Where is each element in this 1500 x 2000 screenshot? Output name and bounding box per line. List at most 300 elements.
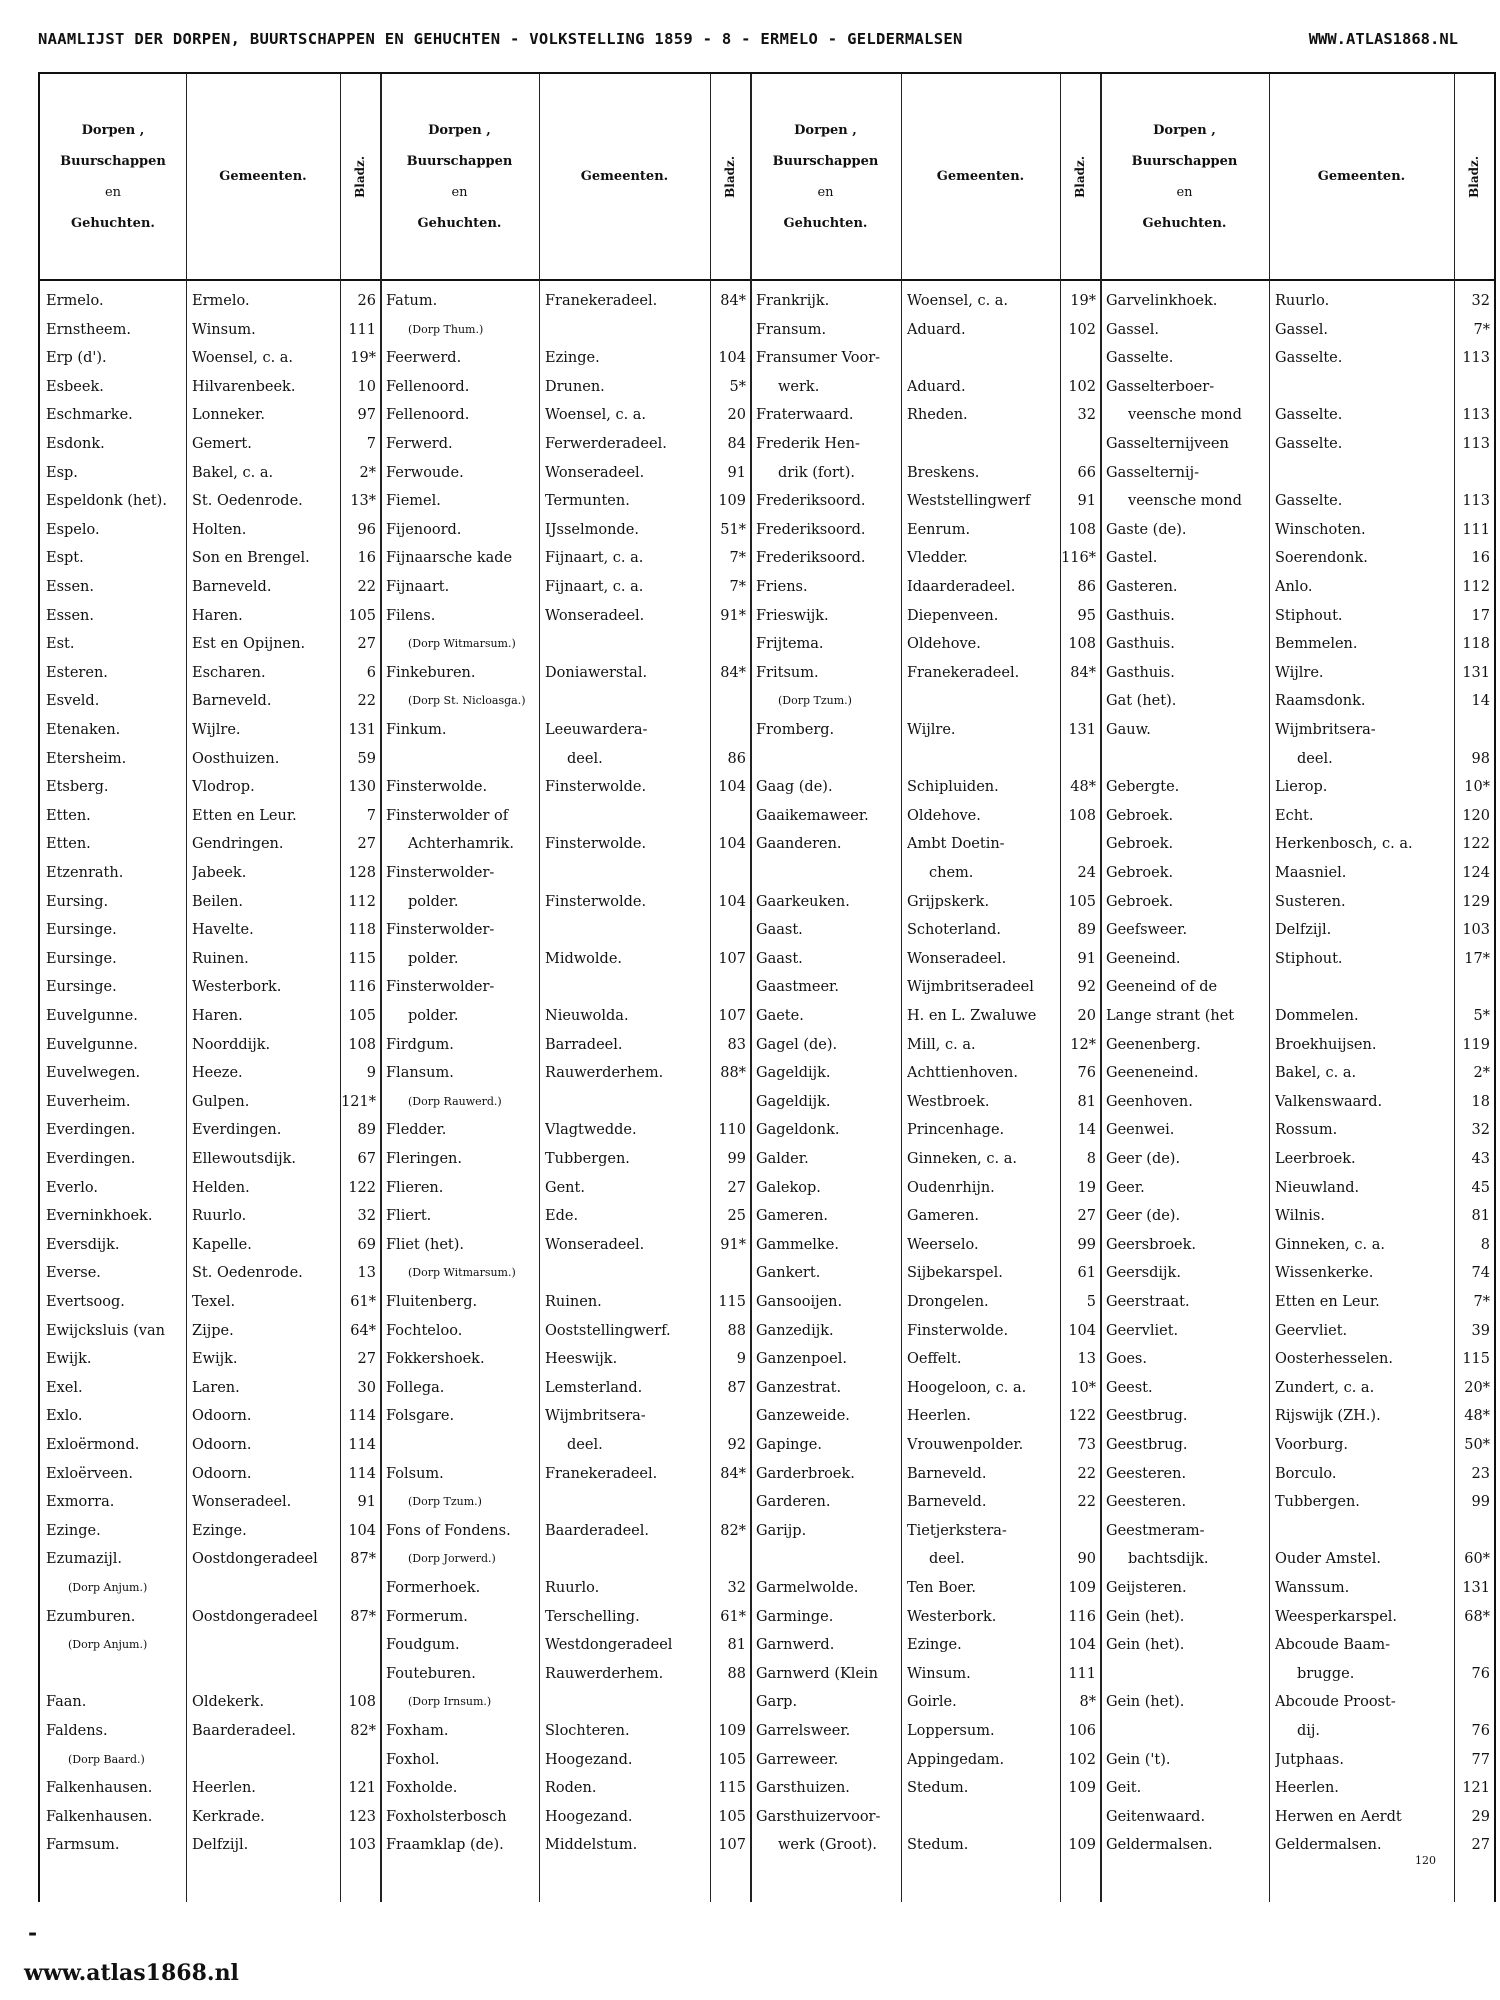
cell-gemeente: Loppersum. [907, 1723, 995, 1739]
cell-bladz: 89 [357, 1122, 376, 1139]
cell-gemeente: Drongelen. [907, 1294, 989, 1310]
table-row [40, 1174, 1494, 1203]
cell-gemeente: brugge. [1297, 1665, 1355, 1682]
table-row [40, 544, 1494, 573]
cell-gemeente: Bakel, c. a. [1275, 1065, 1357, 1082]
cell-bladz: 6 [366, 664, 376, 681]
cell-dorp: polder. [408, 893, 459, 910]
cell-gemeente: Wijmbritsera- [545, 1408, 646, 1425]
cell-gemeente: Haren. [192, 1008, 243, 1024]
cell-dorp: Gaaikemaweer. [756, 807, 869, 824]
header-bladz [1454, 74, 1494, 279]
cell-bladz: 119 [1462, 1036, 1490, 1053]
cell-gemeente: Stiphout. [1275, 607, 1343, 624]
cell-gemeente: Heeze. [192, 1065, 243, 1082]
cell-gemeente: Etten en Leur. [192, 807, 297, 824]
cell-bladz: 86 [1077, 579, 1096, 595]
table-row [40, 1460, 1494, 1489]
cell-dorp: Geestbrug. [1106, 1408, 1188, 1425]
cell-dorp: Ewijk. [46, 1351, 92, 1368]
cell-gemeente: Rauwerderhem. [545, 1665, 664, 1682]
table-row [40, 1031, 1494, 1060]
cell-bladz [1454, 973, 1490, 1002]
cell-bladz: 84 [727, 436, 746, 452]
cell-bladz: 43 [1471, 1151, 1490, 1167]
cell-bladz: 84* [720, 1465, 746, 1482]
cell-bladz: 29 [1471, 1808, 1490, 1825]
cell-bladz: 87 [727, 1379, 746, 1396]
cell-gemeente: Gassel. [1275, 321, 1328, 338]
cell-bladz: 97 [357, 407, 376, 424]
cell-gemeente: Wonseradeel. [192, 1494, 292, 1511]
cell-dorp: Galder. [756, 1151, 809, 1167]
cell-bladz: 118 [1462, 636, 1490, 653]
table-row [40, 687, 1494, 716]
cell-bladz: 81 [1077, 1093, 1096, 1110]
cell-bladz: 82* [350, 1723, 376, 1739]
cell-bladz: 104 [348, 1522, 376, 1539]
table-row [40, 1059, 1494, 1088]
cell-bladz: 91* [720, 1236, 746, 1253]
cell-bladz: 27 [357, 1351, 376, 1368]
cell-bladz: 59 [357, 750, 376, 767]
cell-dorp: Geer (de). [1106, 1151, 1181, 1167]
table-row [40, 1259, 1494, 1288]
header-dorpen-line: Gehuchten. [783, 215, 868, 231]
cell-bladz: 112 [348, 893, 376, 910]
cell-bladz: 109 [718, 493, 746, 510]
cell-dorp: Geesteren. [1106, 1494, 1187, 1511]
cell-dorp: Friens. [756, 579, 808, 595]
cell-bladz: 116* [1061, 550, 1096, 567]
cell-bladz: 27 [727, 1179, 746, 1196]
cell-gemeente: Oldekerk. [192, 1694, 265, 1711]
cell-gemeente: Delfzijl. [1275, 922, 1332, 939]
cell-dorp: Esteren. [46, 664, 108, 681]
cell-dorp: (Dorp Witmarsum.) [408, 637, 516, 651]
header-dorpen-line: Dorpen , [81, 122, 145, 138]
cell-dorp: Fromberg. [756, 722, 835, 738]
cell-dorp: Finsterwolder- [386, 922, 495, 939]
cell-gemeente: Gasselte. [1275, 493, 1343, 510]
cell-gemeente: Lierop. [1275, 779, 1328, 796]
cell-dorp: (Dorp Baard.) [68, 1752, 145, 1766]
cell-gemeente: Appingedam. [907, 1751, 1005, 1768]
cell-dorp: Gaete. [756, 1008, 804, 1024]
cell-bladz: 64* [350, 1322, 376, 1339]
header-dorpen-line: Dorpen , [794, 122, 857, 138]
cell-dorp: Geijsteren. [1106, 1580, 1187, 1596]
cell-bladz: 26 [357, 293, 376, 309]
cell-dorp: Gageldijk. [756, 1065, 831, 1082]
cell-gemeente: Stedum. [907, 1780, 969, 1797]
cell-bladz: 17* [1464, 950, 1490, 967]
cell-dorp: (Dorp Anjum.) [68, 1581, 148, 1594]
cell-dorp: Frankrijk. [756, 293, 830, 309]
cell-gemeente: Texel. [192, 1294, 236, 1310]
cell-dorp: Fransumer Voor- [756, 350, 881, 367]
cell-bladz: 109 [1068, 1837, 1096, 1854]
cell-dorp: Frederiksoord. [756, 521, 866, 538]
cell-bladz: 81 [727, 1637, 746, 1654]
cell-gemeente: Westerbork. [192, 979, 282, 996]
cell-gemeente: Lemsterland. [545, 1379, 643, 1396]
header-bladz-label: Bladz. [1073, 155, 1087, 198]
cell-gemeente: Kerkrade. [192, 1808, 265, 1825]
table-row [40, 1317, 1494, 1346]
cell-gemeente: Havelte. [192, 922, 254, 939]
header-dorpen-line: Buurschappen [1131, 153, 1238, 169]
header-dorpen-line: en [1176, 184, 1193, 200]
cell-bladz: 91* [720, 607, 746, 624]
cell-dorp: Galekop. [756, 1179, 821, 1196]
cell-bladz: 124 [1462, 865, 1490, 881]
header-dorpen-line: Buurschappen [60, 153, 166, 169]
cell-gemeente: Vlagtwedde. [545, 1122, 637, 1139]
cell-bladz: 99 [1077, 1236, 1096, 1253]
table-row [40, 1746, 1494, 1775]
cell-dorp: Ewijcksluis (van [46, 1322, 165, 1339]
table-header-row [40, 74, 1494, 281]
cell-gemeente: Delfzijl. [192, 1837, 249, 1854]
cell-bladz: 20 [1077, 1008, 1096, 1024]
cell-gemeente: Fijnaart, c. a. [545, 579, 644, 595]
cell-bladz: 107 [718, 950, 746, 967]
table-row [40, 1402, 1494, 1431]
cell-bladz: 14 [1471, 693, 1490, 710]
cell-bladz: 84* [1070, 664, 1096, 681]
cell-gemeente: Sijbekarspel. [907, 1265, 1003, 1282]
cell-gemeente: Hoogeloon, c. a. [907, 1379, 1027, 1396]
cell-bladz: 27 [1471, 1837, 1490, 1854]
footer-site-url[interactable]: www.atlas1868.nl [24, 1960, 239, 1986]
cell-gemeente: Bemmelen. [1275, 636, 1358, 653]
cell-bladz: 10* [1464, 779, 1490, 796]
cell-bladz: 9 [366, 1065, 376, 1082]
cell-gemeente: Rheden. [907, 407, 968, 424]
cell-gemeente: Abcoude Proost- [1275, 1694, 1396, 1711]
header-dorpen [380, 74, 539, 279]
cell-bladz: 25 [727, 1208, 746, 1225]
cell-dorp: Eursing. [46, 893, 109, 910]
table-row [40, 1088, 1494, 1117]
table-row [40, 344, 1494, 373]
cell-dorp: Ganzenpoel. [756, 1351, 847, 1368]
header-bladz [710, 74, 750, 279]
cell-dorp: Geer (de). [1106, 1208, 1181, 1225]
cell-dorp: Ermelo. [46, 293, 104, 309]
cell-bladz: 104 [718, 350, 746, 367]
cell-bladz: 113 [1462, 493, 1490, 510]
cell-bladz: 45 [1471, 1179, 1490, 1196]
table-row [40, 287, 1494, 316]
cell-dorp: Gasteren. [1106, 579, 1178, 595]
cell-bladz: 61 [1077, 1265, 1096, 1282]
cell-dorp: Garminge. [756, 1608, 834, 1625]
cell-dorp: Finsterwolder of [386, 807, 509, 824]
table-row [40, 1145, 1494, 1174]
cell-dorp: Fellenoord. [386, 407, 470, 424]
cell-dorp: Geestbrug. [1106, 1437, 1188, 1453]
cell-dorp: Foxham. [386, 1723, 449, 1739]
cell-bladz: 8* [1079, 1694, 1096, 1711]
header-site-url[interactable]: WWW.ATLAS1868.NL [1308, 30, 1458, 48]
cell-bladz: 86 [727, 750, 746, 767]
cell-bladz: 13* [350, 493, 376, 510]
cell-dorp: Frederiksoord. [756, 493, 866, 510]
header-dorpen [750, 74, 901, 279]
cell-bladz: 76 [1077, 1065, 1096, 1082]
cell-gemeente: Achttienhoven. [907, 1065, 1018, 1082]
cell-gemeente: Ellewoutsdijk. [192, 1151, 296, 1167]
cell-dorp: Geenwei. [1106, 1122, 1175, 1139]
cell-gemeente: Termunten. [545, 493, 630, 510]
cell-gemeente: Jutphaas. [1275, 1751, 1344, 1768]
cell-gemeente: Anlo. [1275, 579, 1313, 595]
cell-gemeente: Wissenkerke. [1275, 1265, 1374, 1282]
cell-gemeente: Voorburg. [1275, 1437, 1348, 1453]
cell-dorp: Gein (het). [1106, 1608, 1185, 1625]
table-row [40, 1660, 1494, 1689]
header-dorpen-line: Gehuchten. [71, 215, 155, 231]
cell-dorp: Foudgum. [386, 1637, 460, 1654]
cell-bladz: 7* [1473, 1294, 1490, 1310]
cell-bladz: 108 [1068, 521, 1096, 538]
cell-bladz [1454, 459, 1490, 488]
cell-gemeente: Abcoude Baam- [1275, 1637, 1391, 1654]
cell-bladz: 76 [1471, 1665, 1490, 1682]
cell-dorp: Flansum. [386, 1065, 454, 1082]
cell-dorp: Gaast. [756, 950, 803, 967]
cell-dorp: Ganzestrat. [756, 1379, 842, 1396]
cell-bladz: 110 [718, 1122, 746, 1139]
cell-dorp: Frederik Hen- [756, 436, 860, 452]
cell-dorp: Gammelke. [756, 1236, 839, 1253]
table-row [40, 1574, 1494, 1603]
cell-gemeente: Aduard. [907, 378, 966, 395]
cell-dorp: Fatum. [386, 293, 438, 309]
cell-gemeente: Rossum. [1275, 1122, 1338, 1139]
cell-bladz: 122 [1068, 1408, 1096, 1425]
cell-bladz: 111 [348, 321, 376, 338]
cell-gemeente: Rauwerderhem. [545, 1065, 664, 1082]
header-bladz-label: Bladz. [353, 155, 367, 198]
cell-gemeente: Weststellingwerf [907, 493, 1031, 510]
cell-gemeente: Wijlre. [907, 722, 956, 738]
cell-bladz: 20* [1464, 1379, 1490, 1396]
cell-gemeente: Drunen. [545, 378, 605, 395]
cell-gemeente: Oeffelt. [907, 1351, 962, 1368]
cell-bladz: 23 [1471, 1465, 1490, 1482]
cell-dorp: Finkum. [386, 722, 447, 738]
table-row [40, 1774, 1494, 1803]
header-bladz [340, 74, 380, 279]
cell-bladz: 121 [1462, 1780, 1490, 1797]
table-row [40, 1374, 1494, 1403]
cell-bladz: 115 [718, 1780, 746, 1797]
cell-dorp: Fijnaarsche kade [386, 550, 513, 567]
header-dorpen-line: Gehuchten. [417, 215, 502, 231]
cell-bladz: 76 [1471, 1723, 1490, 1739]
cell-dorp: Gaag (de). [756, 779, 833, 796]
cell-bladz: 81 [1471, 1208, 1490, 1225]
table-row [40, 888, 1494, 917]
cell-gemeente: Tubbergen. [1275, 1494, 1360, 1511]
cell-gemeente: Oosterhesselen. [1275, 1351, 1393, 1368]
cell-dorp: Euverheim. [46, 1093, 131, 1110]
header-bladz-label: Bladz. [723, 155, 737, 198]
cell-gemeente: Gasselte. [1275, 436, 1343, 452]
cell-dorp: Geervliet. [1106, 1322, 1179, 1339]
cell-bladz: 131 [1462, 1580, 1490, 1596]
cell-dorp: Fijnaart. [386, 579, 450, 595]
cell-gemeente: Ezinge. [907, 1637, 962, 1654]
cell-dorp: Gebroek. [1106, 893, 1174, 910]
cell-gemeente: Aduard. [907, 321, 966, 338]
cell-bladz: 9 [736, 1351, 746, 1368]
cell-bladz: 122 [1462, 836, 1490, 853]
cell-dorp: Garp. [756, 1694, 798, 1711]
cell-dorp: Geersbroek. [1106, 1236, 1197, 1253]
cell-gemeente: Hoogezand. [545, 1808, 633, 1825]
cell-dorp: Fellenoord. [386, 378, 470, 395]
table-row [40, 1002, 1494, 1031]
header-dorpen-line: Dorpen , [428, 122, 491, 138]
cell-dorp: Gasselte. [1106, 350, 1174, 367]
cell-dorp: Feerwerd. [386, 350, 462, 367]
cell-gemeente: Ferwerderadeel. [545, 436, 667, 452]
cell-dorp: Gaanderen. [756, 836, 842, 853]
cell-bladz: 7* [1473, 321, 1490, 338]
cell-gemeente: Wilnis. [1275, 1208, 1325, 1225]
cell-bladz: 48* [1464, 1408, 1490, 1425]
cell-dorp: Finkeburen. [386, 664, 476, 681]
cell-bladz: 20 [727, 407, 746, 424]
cell-dorp: Eursinge. [46, 950, 117, 967]
cell-bladz: 99 [727, 1151, 746, 1167]
cell-dorp: Eversdijk. [46, 1236, 120, 1253]
cell-bladz: 92 [1077, 979, 1096, 996]
cell-bladz: 115 [348, 950, 376, 967]
cell-bladz: 116 [348, 979, 376, 996]
cell-bladz: 27 [357, 636, 376, 653]
cell-gemeente: Gulpen. [192, 1093, 250, 1110]
cell-bladz: 98 [1471, 750, 1490, 767]
cell-dorp: Follega. [386, 1379, 445, 1396]
cell-gemeente: Ede. [545, 1208, 579, 1225]
cell-bladz: 69 [357, 1236, 376, 1253]
table-row [40, 1116, 1494, 1145]
table-row [40, 373, 1494, 402]
cell-gemeente: Ruurlo. [545, 1580, 600, 1596]
cell-gemeente: Son en Brengel. [192, 550, 310, 567]
cell-bladz: 39 [1471, 1322, 1490, 1339]
cell-bladz: 107 [718, 1008, 746, 1024]
cell-dorp: Frederiksoord. [756, 550, 866, 567]
cell-gemeente: Middelstum. [545, 1837, 638, 1854]
cell-dorp: Ezumburen. [46, 1608, 136, 1625]
cell-gemeente: Ermelo. [192, 293, 250, 309]
cell-dorp: drik (fort). [778, 464, 856, 481]
cell-dorp: Fraamklap (de). [386, 1837, 504, 1854]
cell-gemeente: Ouder Amstel. [1275, 1551, 1381, 1568]
cell-gemeente: Geldermalsen. [1275, 1837, 1382, 1854]
header-bladz [1060, 74, 1100, 279]
cell-gemeente: Hilvarenbeek. [192, 378, 296, 395]
footer-dash: - [28, 1920, 38, 1946]
cell-gemeente: Finsterwolde. [545, 836, 647, 853]
cell-dorp: Gein (het). [1106, 1637, 1185, 1654]
cell-bladz: 48* [1070, 779, 1096, 796]
cell-dorp: Ganzedijk. [756, 1322, 834, 1339]
cell-dorp: Gansooijen. [756, 1294, 843, 1310]
cell-gemeente: Schoterland. [907, 922, 1001, 939]
table-row [40, 1631, 1494, 1660]
cell-bladz: 113 [1462, 407, 1490, 424]
cell-dorp: Espeldonk (het). [46, 493, 167, 510]
cell-gemeente: Gemert. [192, 436, 252, 452]
cell-dorp: werk. [778, 378, 820, 395]
cell-gemeente: Barneveld. [192, 693, 272, 710]
cell-dorp [1106, 745, 1267, 774]
cell-gemeente: Helden. [192, 1179, 250, 1196]
cell-dorp: Frieswijk. [756, 607, 829, 624]
cell-bladz: 19 [1077, 1179, 1096, 1196]
cell-bladz: 116 [1068, 1608, 1096, 1625]
cell-gemeente: Herwen en Aerdt [1275, 1808, 1402, 1825]
cell-dorp: Folsgare. [386, 1408, 455, 1425]
cell-bladz: 108 [348, 1694, 376, 1711]
cell-gemeente: Weesperkarspel. [1275, 1608, 1398, 1625]
cell-gemeente: Princenhage. [907, 1122, 1005, 1139]
cell-gemeente: St. Oedenrode. [192, 1265, 303, 1282]
cell-gemeente: Weerselo. [907, 1236, 979, 1253]
cell-bladz: 102 [1068, 378, 1096, 395]
table-row [40, 401, 1494, 430]
header-gemeenten: Gemeenten. [580, 169, 669, 184]
cell-gemeente: Wijlre. [1275, 664, 1324, 681]
cell-bladz: 14 [1077, 1122, 1096, 1139]
cell-dorp: Fritsum. [756, 664, 819, 681]
cell-gemeente: deel. [1297, 750, 1333, 767]
cell-dorp: Gebroek. [1106, 865, 1174, 881]
cell-dorp: Gaste (de). [1106, 521, 1187, 538]
cell-gemeente: Barradeel. [545, 1036, 623, 1053]
cell-gemeente: chem. [929, 865, 974, 881]
cell-dorp: Esbeek. [46, 378, 104, 395]
register-table [38, 72, 1496, 1902]
cell-gemeente: Etten en Leur. [1275, 1294, 1380, 1310]
cell-dorp: Fleringen. [386, 1151, 462, 1167]
cell-dorp: Formerhoek. [386, 1580, 481, 1596]
cell-dorp: Etenaken. [46, 722, 121, 738]
cell-dorp: Gapinge. [756, 1437, 822, 1453]
cell-dorp: Gasthuis. [1106, 664, 1175, 681]
cell-gemeente: Wonseradeel. [545, 607, 645, 624]
cell-gemeente: Zijpe. [192, 1322, 234, 1339]
cell-dorp: Etsberg. [46, 779, 109, 796]
cell-bladz: 5* [729, 378, 746, 395]
table-row [40, 945, 1494, 974]
cell-bladz: 19* [1070, 293, 1096, 309]
cell-gemeente: Hoogezand. [545, 1751, 633, 1768]
cell-dorp: Gaarkeuken. [756, 893, 850, 910]
cell-gemeente: deel. [567, 750, 603, 767]
table-row [40, 630, 1494, 659]
cell-bladz [1454, 373, 1490, 402]
cell-gemeente: Franekeradeel. [545, 1465, 658, 1482]
cell-dorp: Eursinge. [46, 979, 117, 996]
